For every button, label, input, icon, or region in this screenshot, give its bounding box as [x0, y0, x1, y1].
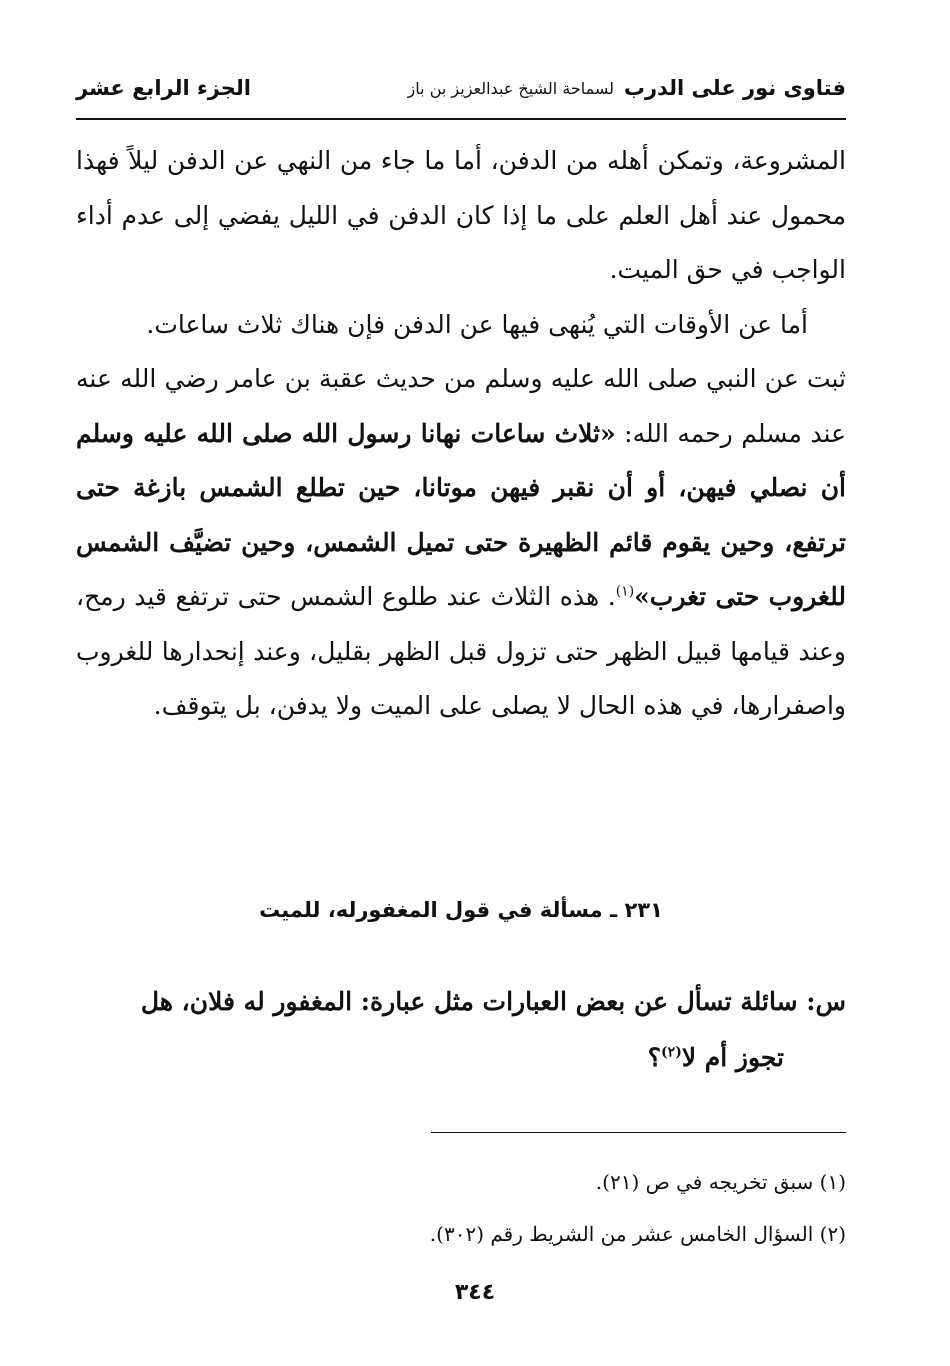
question-line-2: [76, 1030, 846, 1086]
footnote-rule: [431, 1132, 846, 1133]
main-text: [76, 134, 846, 734]
footnote-ref-2[interactable]: (٢): [661, 1044, 682, 1061]
book-title: فتاوى نور على الدرب: [623, 76, 846, 100]
question-text-end: تجوز أم لا: [681, 1043, 784, 1072]
footnote-ref-1[interactable]: (١): [615, 583, 635, 600]
header-rule: [76, 118, 846, 120]
paragraph-1: المشروعة، وتمكن أهله من الدفن، أما ما جاء من النهي عن الدفن ليلاً فهذا محمول عند أهل العلم على ما إذا كان الدفن في الليل يفضي إلى عدم أداء الواجب في حق الميت.: [76, 146, 846, 284]
question-line-1: س: سائلة تسأل عن بعض العبارات مثل عبارة: المغفور له فلان، هل: [140, 987, 846, 1016]
paragraph-2: [76, 352, 846, 734]
footnote-1: (١) سبق تخريجه في ص (٢١).: [595, 1170, 846, 1194]
volume-label: الجزء الرابع عشر: [76, 76, 251, 100]
section-heading: ٢٣١ ـ مسألة في قول المغفورله، للميت: [259, 898, 663, 922]
hadith-quote: «ثلاث ساعات نهانا رسول الله صلى الله عليه وسلم أن نصلي فيهن، أو أن نقبر فيهن موتانا، حين تطلع الشمس بازغة حتى ترتفع، وحين يقوم قائم الظهيرة حتى تميل الشمس، وحين تضيَّف الشمس للغروب حتى تغرب»: [76, 418, 846, 611]
author-line: لسماحة الشيخ عبدالعزيز بن باز: [407, 79, 614, 98]
hadith-intro: ثبت عن النبي صلى الله عليه وسلم من حديث عقبة بن عامر رضي الله عنه عند مسلم رحمه الله:: [76, 364, 846, 448]
running-header: [76, 76, 846, 112]
hadith-commentary: . هذه الثلاث عند طلوع الشمس حتى ترتفع قيد رمح، وعند قيامها قبيل الظهر حتى تزول قبل الظهر بقليل، وعند إنحدارها للغروب واصفرارها، في هذه الحال لا يصلى على الميت ولا يدفن، بل يتوقف.: [76, 582, 846, 720]
question-block: [76, 974, 846, 1086]
page-number: ٣٤٤: [454, 1280, 496, 1305]
footnotes: [76, 1156, 846, 1260]
question-mark: ؟: [647, 1043, 662, 1072]
paragraph-2-first-line: أما عن الأوقات التي يُنهى فيها عن الدفن فإن هناك ثلاث ساعات.: [146, 309, 808, 339]
footnote-2: (٢) السؤال الخامس عشر من الشريط رقم (٣٠٢).: [429, 1222, 846, 1246]
